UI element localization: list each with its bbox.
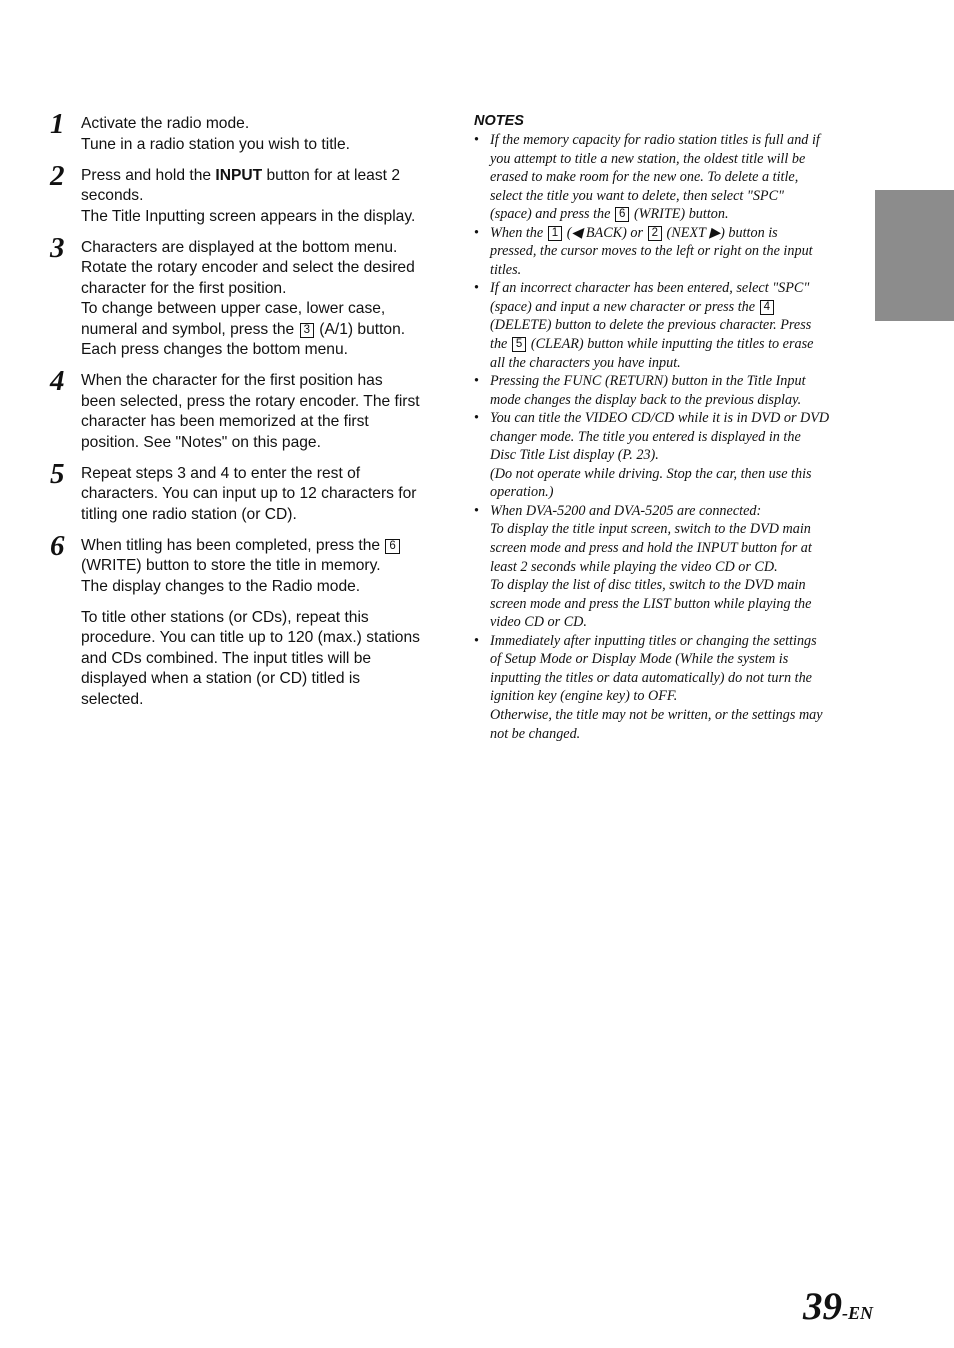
- note-text: screen mode and press the LIST button while playing the: [490, 595, 812, 612]
- text-segment: the: [490, 336, 511, 353]
- key-3-icon: 3: [300, 323, 314, 338]
- note-text: all the characters you have input.: [490, 354, 681, 371]
- note-text: Immediately after inputting titles or changing the settings: [490, 632, 817, 649]
- step-text: character has been memorized at the first: [81, 413, 369, 430]
- note-text: pressed, the cursor moves to the left or right on the input: [490, 243, 813, 260]
- step-text: To change between upper case, lower case,: [81, 300, 386, 317]
- text-segment: numeral and symbol, press the: [81, 320, 299, 338]
- step-number: 6: [50, 529, 65, 562]
- note-text: Otherwise, the title may not be written, or the settings may: [490, 706, 823, 723]
- notes-column: [474, 112, 874, 743]
- step-text: Activate the radio mode.: [81, 115, 250, 132]
- note-text: select the title you want to delete, then select "SPC": [490, 187, 785, 204]
- note-text: You can title the VIDEO CD/CD while it is in DVD or DVD: [490, 410, 830, 427]
- step-1: [50, 108, 450, 155]
- step-text: characters. You can input up to 12 characters for: [81, 485, 417, 502]
- step-text: Tune in a radio station you wish to title.: [81, 135, 350, 153]
- note-text: screen mode and press and hold the INPUT button for at: [490, 540, 812, 557]
- step-text: Each press changes the bottom menu.: [81, 341, 348, 358]
- page-number-suffix: -EN: [842, 1303, 873, 1323]
- note-text: (DELETE) button to delete the previous character. Press: [490, 317, 812, 334]
- note-text: ignition key (engine key) to OFF.: [490, 688, 678, 705]
- step-text: character for the first position.: [81, 279, 287, 297]
- text-segment: (WRITE) button.: [630, 206, 729, 223]
- note-text: If an incorrect character has been entered, select "SPC": [490, 280, 810, 297]
- note-text: [490, 205, 874, 224]
- note-text: operation.): [490, 484, 554, 501]
- step-number: 1: [50, 108, 65, 140]
- note-text: not be changed.: [490, 725, 581, 742]
- paragraph-text: and CDs combined. The input titles will be: [81, 649, 372, 667]
- step-text: Repeat steps 3 and 4 to enter the rest of: [81, 464, 361, 482]
- key-5-icon: 5: [512, 337, 526, 352]
- text-segment: When titling has been completed, press the: [81, 536, 385, 554]
- note-item: [474, 131, 874, 224]
- key-2-icon: 2: [648, 226, 662, 241]
- note-item: [474, 632, 874, 743]
- bullet-icon: •: [474, 373, 479, 390]
- step-number: 2: [50, 159, 65, 192]
- step-number: 3: [50, 231, 65, 264]
- note-text: [490, 335, 874, 354]
- text-segment: When the: [490, 224, 547, 241]
- note-text: To display the list of disc titles, switch to the DVD main: [490, 577, 806, 594]
- key-1-icon: 1: [548, 226, 562, 241]
- step-6: [50, 529, 450, 598]
- note-text: you attempt to title a new station, the oldest title will be: [490, 150, 806, 167]
- page-number: [803, 1284, 873, 1329]
- page-number-value: 39: [803, 1285, 842, 1328]
- bullet-icon: •: [474, 502, 479, 519]
- note-text: inputting the titles or data automatically) do not turn the: [490, 669, 812, 686]
- note-text: changer mode. The title you entered is displayed in the: [490, 428, 801, 445]
- step-4: [50, 365, 450, 453]
- text-segment: (CLEAR) button while inputting the titles to erase: [527, 336, 814, 353]
- note-item: [474, 409, 874, 502]
- text-segment: button for at least 2: [262, 166, 400, 184]
- step-3: [50, 231, 450, 361]
- note-text: (Do not operate while driving. Stop the car, then use this: [490, 465, 812, 482]
- note-text: [490, 224, 874, 243]
- step-text: titling one radio station (or CD).: [81, 505, 297, 523]
- note-text: erased to make room for the new one. To delete a title,: [490, 169, 799, 186]
- step-text: (WRITE) button to store the title in memory.: [81, 557, 381, 574]
- steps-column: [50, 108, 450, 710]
- note-text: When DVA-5200 and DVA-5205 are connected:: [490, 502, 762, 519]
- key-4-icon: 4: [760, 300, 774, 315]
- bullet-icon: •: [474, 632, 479, 649]
- key-6-icon: 6: [385, 539, 399, 554]
- step-text: Characters are displayed at the bottom menu.: [81, 238, 398, 256]
- step-number: 4: [50, 365, 65, 397]
- text-segment: (NEXT ▶) button is: [662, 224, 778, 241]
- input-button-label: INPUT: [215, 166, 263, 184]
- bullet-icon: •: [474, 280, 479, 297]
- note-text: Pressing the FUNC (RETURN) button in the Title Input: [490, 373, 806, 390]
- note-text: Disc Title List display (P. 23).: [490, 447, 659, 464]
- closing-paragraph: [50, 608, 450, 711]
- step-text: [81, 536, 450, 557]
- text-segment: (space) and press the: [490, 206, 614, 223]
- step-number: 5: [50, 457, 65, 490]
- note-text: [490, 298, 874, 317]
- step-text: The display changes to the Radio mode.: [81, 577, 361, 595]
- notes-heading: NOTES: [474, 113, 524, 129]
- text-segment: (◀ BACK) or: [563, 224, 647, 241]
- note-text: least 2 seconds while playing the video CD or CD.: [490, 558, 778, 575]
- text-segment: (space) and input a new character or press the: [490, 298, 759, 315]
- section-tab: [875, 190, 954, 321]
- step-text: position. See "Notes" on this page.: [81, 433, 321, 451]
- paragraph-text: procedure. You can title up to 120 (max.) stations: [81, 629, 420, 646]
- note-item: [474, 372, 874, 409]
- step-text: [81, 166, 450, 187]
- paragraph-text: displayed when a station (or CD) titled is: [81, 670, 361, 687]
- step-text: been selected, press the rotary encoder. The first: [81, 392, 420, 410]
- text-segment: Press and hold the: [81, 166, 216, 184]
- note-text: mode changes the display back to the previous display.: [490, 391, 802, 408]
- step-2: [50, 159, 450, 228]
- step-5: [50, 457, 450, 526]
- bullet-icon: •: [474, 224, 479, 241]
- step-text: The Title Inputting screen appears in the display.: [81, 207, 416, 225]
- paragraph-text: selected.: [81, 690, 144, 708]
- note-text: video CD or CD.: [490, 614, 587, 631]
- step-text: When the character for the first position has: [81, 372, 383, 389]
- note-text: titles.: [490, 261, 522, 278]
- note-text: If the memory capacity for radio station titles is full and if: [490, 132, 820, 148]
- note-item: [474, 224, 874, 280]
- note-item: [474, 279, 874, 372]
- bullet-icon: •: [474, 410, 479, 427]
- note-text: To display the title input screen, switch to the DVD main: [490, 521, 811, 538]
- step-text: [81, 320, 450, 341]
- note-item: [474, 502, 874, 632]
- paragraph-text: To title other stations (or CDs), repeat this: [81, 608, 369, 626]
- text-segment: (A/1) button.: [314, 320, 406, 338]
- key-6-icon: 6: [615, 207, 629, 222]
- note-text: of Setup Mode or Display Mode (While the system is: [490, 651, 789, 668]
- bullet-icon: •: [474, 132, 479, 148]
- step-text: seconds.: [81, 187, 144, 204]
- step-text: Rotate the rotary encoder and select the desired: [81, 259, 415, 276]
